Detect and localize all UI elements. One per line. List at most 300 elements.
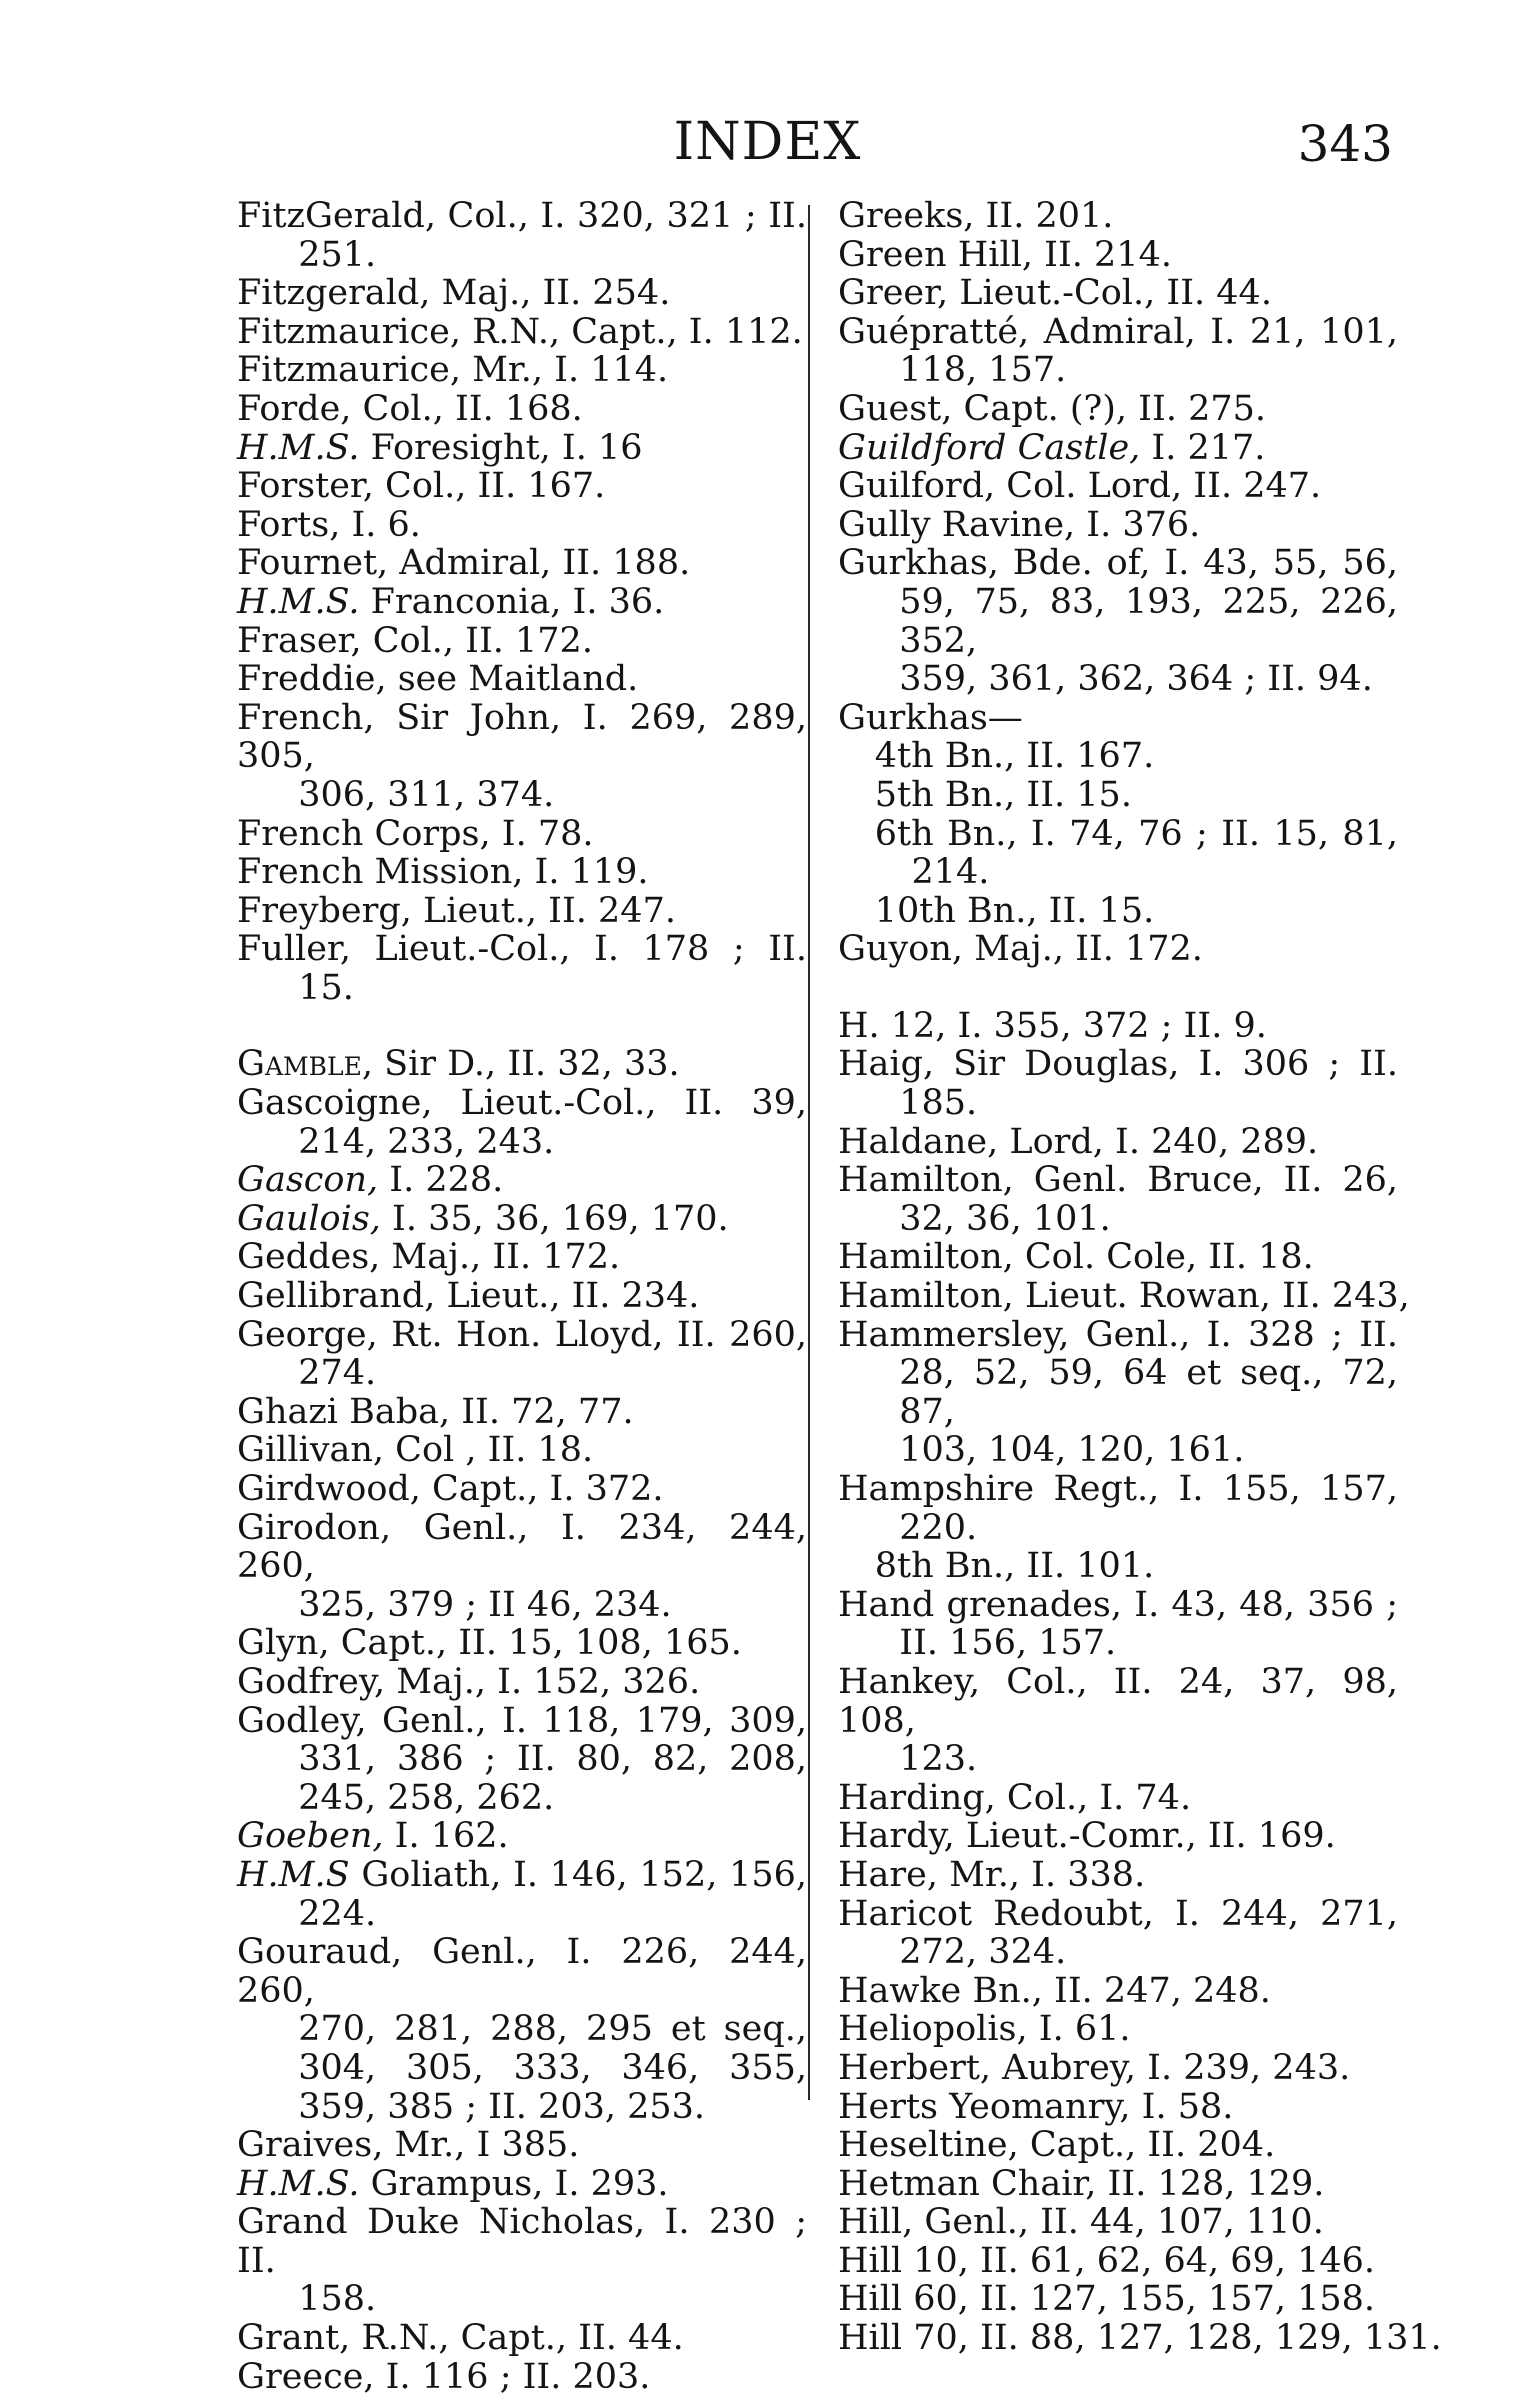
index-entry-line — [237, 1431, 807, 1470]
index-entry-line — [838, 313, 1398, 352]
entry-text: Hare, Mr., I. 338. — [838, 1854, 1146, 1895]
index-entry-line — [838, 544, 1398, 583]
index-entry-continuation — [237, 1586, 807, 1625]
index-entry — [838, 390, 1398, 429]
index-entry-line — [237, 1084, 807, 1123]
italic-text: H.M.S. — [237, 2163, 360, 2204]
index-entry — [237, 1663, 807, 1702]
italic-text: Goeben, — [237, 1816, 384, 1857]
index-entry — [237, 1933, 807, 2126]
entry-text: Green Hill, II. 214. — [838, 234, 1172, 275]
column-divider — [808, 205, 810, 2100]
entry-text: 325, 379 ; II 46, 234. — [298, 1584, 672, 1625]
entry-text: 359, 361, 362, 364 ; II. 94. — [899, 659, 1373, 700]
index-entry-line — [838, 1895, 1398, 1934]
index-entry-line — [237, 1200, 807, 1239]
index-entry — [838, 274, 1398, 313]
index-entry-line — [838, 274, 1398, 313]
index-entry-line — [237, 274, 807, 313]
entry-text: 306, 311, 374. — [298, 774, 555, 815]
entry-text: Guilford, Col. Lord, II. 247. — [838, 466, 1322, 507]
index-entry — [237, 660, 807, 699]
index-entry-line — [838, 2280, 1398, 2319]
entry-text: I. 35, 36, 169, 170. — [380, 1198, 729, 1239]
index-entry-line — [237, 313, 807, 352]
index-entry-continuation — [838, 1084, 1398, 1123]
index-entry — [237, 1817, 807, 1856]
index-entry — [237, 2319, 807, 2358]
entry-text: Gurkhas— — [838, 697, 1023, 738]
index-entry — [838, 1586, 1398, 1663]
index-entry — [237, 1393, 807, 1432]
index-entry-line — [838, 506, 1398, 545]
entry-text: 272, 324. — [899, 1932, 1067, 1973]
page-number: 343 — [1297, 115, 1393, 173]
index-entry-continuation — [237, 1740, 807, 1779]
index-entry-continuation — [838, 351, 1398, 390]
index-entry — [237, 544, 807, 583]
index-entry-continuation — [838, 583, 1398, 660]
entry-text: Haig, Sir Douglas, I. 306 ; II. — [838, 1044, 1398, 1085]
entry-text: Girodon, Genl., I. 234, 244, 260, — [237, 1507, 807, 1587]
index-entry-line — [838, 2203, 1398, 2242]
entry-text: Herts Yeomanry, I. 58. — [838, 2086, 1234, 2127]
entry-text: 15. — [298, 967, 354, 1008]
entry-text: Franconia, I. 36. — [359, 581, 665, 622]
index-entry — [237, 892, 807, 931]
entry-text: Girdwood, Capt., I. 372. — [237, 1469, 664, 1509]
entry-text: Fuller, Lieut.-Col., I. 178 ; II. — [237, 929, 807, 970]
index-entry-line — [237, 853, 807, 892]
index-entry — [237, 2203, 807, 2319]
index-entry — [237, 313, 807, 352]
index-entry-line — [838, 2318, 1442, 2359]
entry-text: Forde, Col., II. 168. — [237, 388, 583, 429]
entry-text: Grand Duke Nicholas, I. 230 ; II. — [237, 2202, 807, 2281]
index-entry — [237, 930, 807, 1007]
index-entry-line — [237, 1856, 807, 1895]
index-entry-line — [237, 2126, 807, 2165]
entry-text: Herbert, Aubrey, I. 239, 243. — [838, 2047, 1351, 2088]
entry-text: 304, 305, 333, 346, 355, — [298, 2047, 807, 2088]
index-entry — [237, 583, 807, 622]
entry-text: Greece, I. 116 ; II. 203. — [237, 2356, 651, 2397]
index-entry-continuation — [237, 2280, 807, 2319]
entry-text: Heliopolis, I. 61. — [838, 2009, 1131, 2050]
entry-text: 331, 386 ; II. 80, 82, 208, — [298, 1739, 807, 1780]
index-entry — [237, 1277, 807, 1316]
index-entry-line — [838, 1045, 1398, 1084]
entry-text: French, Sir John, I. 269, 289, 305, — [237, 697, 807, 777]
index-entry-line — [237, 930, 807, 969]
index-entry — [838, 429, 1398, 468]
index-entry — [237, 274, 807, 313]
entry-text: Foresight, I. 16 — [359, 427, 643, 468]
index-entry — [237, 1238, 807, 1277]
entry-text: Ghazi Baba, II. 72, 77. — [237, 1391, 634, 1432]
entry-text: Gully Ravine, I. 376. — [838, 504, 1201, 545]
small-caps-text: Gamble — [237, 1044, 362, 1085]
index-entry — [838, 1895, 1398, 1972]
entry-text: Greer, Lieut.-Col., II. 44. — [838, 273, 1272, 314]
index-entry — [838, 2088, 1398, 2127]
index-entry — [237, 351, 807, 390]
index-entry — [838, 2318, 1442, 2359]
index-entry — [237, 2358, 807, 2397]
index-entry — [237, 1509, 807, 1625]
index-entry-continuation — [838, 1431, 1398, 1470]
index-entry — [237, 1200, 807, 1239]
entry-text: Hill 60, II. 127, 155, 157, 158. — [838, 2279, 1376, 2320]
index-entry-continuation — [237, 2010, 807, 2049]
index-entry-continuation — [237, 1354, 807, 1393]
entry-text: 214, 233, 243. — [298, 1121, 555, 1162]
index-entry-continuation — [237, 1895, 807, 1934]
index-entry-line — [838, 1161, 1398, 1200]
entry-text: 158. — [298, 2279, 377, 2320]
index-entry-line — [838, 892, 1398, 931]
index-entry — [838, 544, 1398, 698]
index-entry-line — [237, 1817, 807, 1856]
index-entry — [237, 467, 807, 506]
entry-text: Gouraud, Genl., I. 226, 244, 260, — [237, 1932, 807, 2011]
entry-text: Harding, Col., I. 74. — [838, 1777, 1192, 1818]
index-entry — [838, 1547, 1398, 1586]
entry-text: Hamilton, Col. Cole, II. 18. — [838, 1237, 1314, 1278]
index-entry — [237, 1316, 807, 1393]
entry-text: 6th Bn., I. 74, 76 ; II. 15, 81, — [874, 813, 1398, 854]
entry-text: I. 228. — [378, 1160, 504, 1201]
index-entry-line — [237, 699, 807, 776]
entry-text: Heseltine, Capt., II. 204. — [838, 2125, 1276, 2166]
index-entry — [237, 2126, 807, 2165]
entry-text: Hawke Bn., II. 247, 248. — [838, 1970, 1271, 2011]
index-entry-line — [838, 390, 1398, 429]
index-entry — [838, 2242, 1398, 2281]
index-entry-line — [237, 390, 807, 429]
entry-text: Fitzmaurice, R.N., Capt., I. 112. — [237, 311, 803, 352]
index-entry-line — [237, 2319, 807, 2358]
index-entry — [838, 1470, 1398, 1547]
index-entry — [838, 506, 1398, 545]
index-entry-line — [838, 1779, 1398, 1818]
index-entry — [838, 815, 1398, 892]
italic-text: Guildford Castle, — [838, 427, 1141, 468]
index-entry-line — [838, 467, 1398, 506]
index-entry-line — [838, 776, 1398, 815]
index-entry-line — [838, 236, 1398, 275]
index-entry-line — [237, 1470, 807, 1509]
entry-text: Freddie, see Maitland. — [237, 659, 639, 700]
index-entry — [838, 1817, 1398, 1856]
entry-text: 245, 258, 262. — [298, 1777, 555, 1818]
index-entry-line — [838, 2088, 1398, 2127]
index-entry — [838, 2280, 1398, 2319]
index-entry — [838, 892, 1398, 931]
entry-text: Hand grenades, I. 43, 48, 356 ; — [838, 1584, 1398, 1625]
right-index-column — [838, 196, 1442, 2359]
index-entry-line — [237, 660, 807, 699]
index-entry — [237, 197, 807, 274]
index-entry — [237, 1702, 807, 1818]
index-entry-line — [838, 1123, 1398, 1162]
entry-text: French Mission, I. 119. — [237, 852, 649, 893]
index-entry — [237, 1161, 807, 1200]
index-entry — [237, 1624, 807, 1663]
index-entry-line — [237, 2358, 807, 2397]
index-entry — [838, 1276, 1410, 1317]
index-entry-line — [237, 583, 807, 622]
index-entry — [838, 313, 1398, 390]
index-entry-line — [237, 1316, 807, 1355]
entry-text: Hetman Chair, II. 128, 129. — [838, 2163, 1325, 2204]
index-entry — [838, 467, 1398, 506]
index-entry-line — [237, 2165, 807, 2204]
index-entry-line — [838, 1586, 1398, 1625]
index-entry-line — [237, 467, 807, 506]
index-entry-line — [237, 1161, 807, 1200]
index-entry-line — [838, 1972, 1398, 2011]
entry-text: Fraser, Col., II. 172. — [237, 620, 593, 661]
index-entry — [838, 2049, 1398, 2088]
index-entry — [838, 1007, 1398, 1046]
index-entry-continuation — [838, 1624, 1398, 1663]
index-entry — [838, 2010, 1398, 2049]
index-entry — [838, 737, 1398, 776]
index-entry-line — [838, 1238, 1398, 1277]
index-entry-line — [237, 197, 807, 236]
index-entry-line — [237, 1393, 807, 1432]
entry-text: Hamilton, Genl. Bruce, II. 26, — [838, 1160, 1398, 1201]
entry-text: , Sir D., II. 32, 33. — [361, 1044, 680, 1085]
entry-text: Godfrey, Maj., I. 152, 326. — [237, 1661, 701, 1702]
entry-text: Gascoigne, Lieut.-Col., II. 39, — [237, 1083, 807, 1124]
index-entry — [237, 1045, 807, 1084]
left-index-column — [237, 197, 807, 2396]
entry-text: 10th Bn., II. 15. — [874, 890, 1155, 931]
index-entry — [838, 1856, 1398, 1895]
index-entry-line — [838, 2126, 1398, 2165]
entry-text: Graives, Mr., I 385. — [237, 2125, 580, 2166]
entry-text: Fournet, Admiral, II. 188. — [237, 543, 691, 584]
entry-text: Hamilton, Lieut. Rowan, II. 243, — [838, 1276, 1410, 1317]
index-entry-line — [237, 892, 807, 931]
index-entry-continuation — [838, 1740, 1398, 1779]
index-entry — [838, 2126, 1398, 2165]
index-entry-continuation — [237, 776, 807, 815]
entry-text: Goliath, I. 146, 152, 156, — [349, 1854, 807, 1895]
index-entry-line — [237, 1238, 807, 1277]
italic-text: H.M.S. — [237, 581, 360, 622]
entry-text: Gillivan, Col , II. 18. — [237, 1430, 594, 1471]
index-entry-line — [838, 2165, 1398, 2204]
index-entry — [838, 1161, 1398, 1238]
index-entry-line — [838, 429, 1398, 468]
entry-text: 220. — [899, 1507, 978, 1548]
index-entry-line — [838, 1817, 1398, 1856]
italic-text: H.M.S. — [237, 427, 360, 468]
entry-text: 359, 385 ; II. 203, 253. — [298, 2086, 706, 2127]
italic-text: Gaulois, — [237, 1198, 381, 1239]
index-entry-line — [237, 1624, 807, 1663]
index-entry-line — [237, 1663, 807, 1702]
index-entry-line — [237, 1933, 807, 2010]
index-entry-line — [237, 351, 807, 390]
index-entry-line — [237, 544, 807, 583]
index-entry — [838, 930, 1398, 969]
index-entry — [237, 699, 807, 815]
index-entry-line — [838, 1007, 1398, 1046]
index-entry-continuation — [838, 1509, 1398, 1548]
index-entry — [838, 236, 1398, 275]
index-entry-line — [838, 197, 1398, 236]
entry-text: Fitzgerald, Maj., II. 254. — [237, 273, 671, 314]
index-entry — [838, 2203, 1398, 2242]
index-entry — [838, 699, 1398, 738]
index-entry — [838, 2165, 1398, 2204]
entry-text: 214. — [911, 852, 990, 893]
entry-text: I. 162. — [383, 1816, 509, 1857]
entry-text: Hill, Genl., II. 44, 107, 110. — [838, 2202, 1324, 2243]
index-entry-continuation — [237, 2049, 807, 2088]
entry-text: Forts, I. 6. — [237, 504, 421, 545]
entry-text: 59, 75, 83, 193, 225, 226, 352, — [899, 581, 1398, 661]
index-entry — [237, 622, 807, 661]
entry-text: Guépratté, Admiral, I. 21, 101, — [838, 311, 1398, 352]
entry-text: Guest, Capt. (?), II. 275. — [838, 388, 1267, 429]
index-entry — [838, 1045, 1398, 1122]
index-entry-line — [237, 1509, 807, 1586]
entry-text: 32, 36, 101. — [899, 1198, 1111, 1239]
index-entry-continuation — [838, 1354, 1398, 1431]
index-entry-line — [237, 506, 807, 545]
entry-text: Hankey, Col., II. 24, 37, 98, 108, — [838, 1661, 1398, 1741]
index-entry-line — [838, 815, 1398, 854]
index-entry — [838, 1123, 1398, 1162]
entry-text: 270, 281, 288, 295 et seq., — [298, 2009, 807, 2050]
index-entry — [838, 1779, 1398, 1818]
entry-text: 123. — [899, 1739, 978, 1780]
index-entry-line — [237, 815, 807, 854]
index-entry-line — [838, 1316, 1398, 1355]
entry-text: Hill 70, II. 88, 127, 128, 129, 131. — [838, 2318, 1442, 2359]
index-entry — [237, 2165, 807, 2204]
entry-text: 28, 52, 59, 64 et seq., 72, 87, — [899, 1353, 1398, 1432]
page-title: INDEX — [673, 112, 862, 172]
entry-text: Guyon, Maj., II. 172. — [838, 929, 1203, 970]
index-entry — [237, 815, 807, 854]
index-entry-continuation — [838, 1200, 1398, 1239]
entry-text: Haldane, Lord, I. 240, 289. — [838, 1121, 1319, 1162]
index-entry-continuation — [237, 236, 807, 275]
entry-text: Hill 10, II. 61, 62, 64, 69, 146. — [838, 2240, 1375, 2281]
index-entry-line — [237, 1277, 807, 1316]
index-entry — [237, 390, 807, 429]
entry-text: II. 156, 157. — [899, 1623, 1117, 1664]
index-entry-line — [838, 1547, 1398, 1586]
entry-text: George, Rt. Hon. Lloyd, II. 260, — [237, 1314, 807, 1355]
index-entry-continuation — [237, 1123, 807, 1162]
index-entry-line — [838, 1276, 1410, 1317]
index-entry — [237, 506, 807, 545]
index-entry — [237, 1470, 807, 1509]
entry-text: 103, 104, 120, 161. — [899, 1430, 1245, 1471]
entry-text: 185. — [899, 1083, 978, 1124]
index-entry — [838, 776, 1398, 815]
index-entry-continuation — [237, 2088, 807, 2127]
entry-text: 8th Bn., II. 101. — [874, 1546, 1155, 1587]
entry-text: Hampshire Regt., I. 155, 157, — [838, 1469, 1398, 1509]
index-entry — [237, 853, 807, 892]
index-entry-line — [838, 1663, 1398, 1740]
index-entry-continuation — [237, 969, 807, 1008]
entry-text: 118, 157. — [899, 350, 1067, 391]
index-entry-line — [237, 622, 807, 661]
index-entry-continuation — [237, 1779, 807, 1818]
entry-text: Grampus, I. 293. — [359, 2163, 669, 2204]
index-entry — [838, 1316, 1398, 1470]
index-entry-line — [237, 1702, 807, 1741]
index-entry-line — [838, 1470, 1398, 1509]
index-entry — [838, 1663, 1398, 1779]
entry-text: Freyberg, Lieut., II. 247. — [237, 890, 676, 931]
index-entry — [838, 1972, 1398, 2011]
entry-text: I. 217. — [1140, 427, 1266, 468]
entry-text: Geddes, Maj., II. 172. — [237, 1237, 621, 1278]
italic-text: H.M.S — [237, 1854, 350, 1895]
index-entry-continuation — [838, 660, 1398, 699]
index-entry — [838, 197, 1398, 236]
index-entry-continuation — [838, 853, 1398, 892]
index-entry — [838, 1238, 1398, 1277]
entry-text: Glyn, Capt., II. 15, 108, 165. — [237, 1623, 742, 1664]
index-entry-line — [838, 1856, 1398, 1895]
index-entry-line — [838, 2242, 1398, 2281]
entry-text: Forster, Col., II. 167. — [237, 466, 606, 507]
index-entry-line — [838, 737, 1398, 776]
entry-text: French Corps, I. 78. — [237, 813, 594, 854]
index-entry-line — [838, 930, 1398, 969]
entry-text: Godley, Genl., I. 118, 179, 309, — [237, 1700, 807, 1741]
entry-text: Grant, R.N., Capt., II. 44. — [237, 2318, 684, 2359]
index-entry-line — [237, 1045, 807, 1084]
index-entry-line — [237, 429, 807, 468]
entry-text: 224. — [298, 1893, 377, 1934]
entry-text: FitzGerald, Col., I. 320, 321 ; II. — [237, 196, 807, 236]
entry-text: Gurkhas, Bde. of, I. 43, 55, 56, — [838, 543, 1398, 584]
index-entry — [237, 429, 807, 468]
entry-text: Hardy, Lieut.-Comr., II. 169. — [838, 1816, 1336, 1857]
entry-text: Hammersley, Genl., I. 328 ; II. — [838, 1314, 1398, 1355]
index-entry-line — [838, 2049, 1398, 2088]
index-entry — [237, 1856, 807, 1933]
index-entry-line — [237, 2203, 807, 2280]
italic-text: Gascon, — [237, 1160, 379, 1201]
entry-text: Greeks, II. 201. — [838, 196, 1114, 236]
entry-text: Haricot Redoubt, I. 244, 271, — [838, 1893, 1398, 1934]
entry-text: H. 12, I. 355, 372 ; II. 9. — [838, 1005, 1267, 1046]
entry-text: Fitzmaurice, Mr., I. 114. — [237, 350, 669, 391]
entry-text: 274. — [298, 1353, 377, 1394]
entry-text: 4th Bn., II. 167. — [874, 736, 1155, 777]
index-entry-continuation — [838, 1933, 1398, 1972]
index-entry — [237, 1084, 807, 1161]
entry-text: 5th Bn., II. 15. — [874, 774, 1132, 815]
entry-text: 251. — [298, 234, 377, 275]
index-entry-line — [838, 699, 1398, 738]
entry-text: Gellibrand, Lieut., II. 234. — [237, 1276, 700, 1317]
index-entry — [237, 1431, 807, 1470]
